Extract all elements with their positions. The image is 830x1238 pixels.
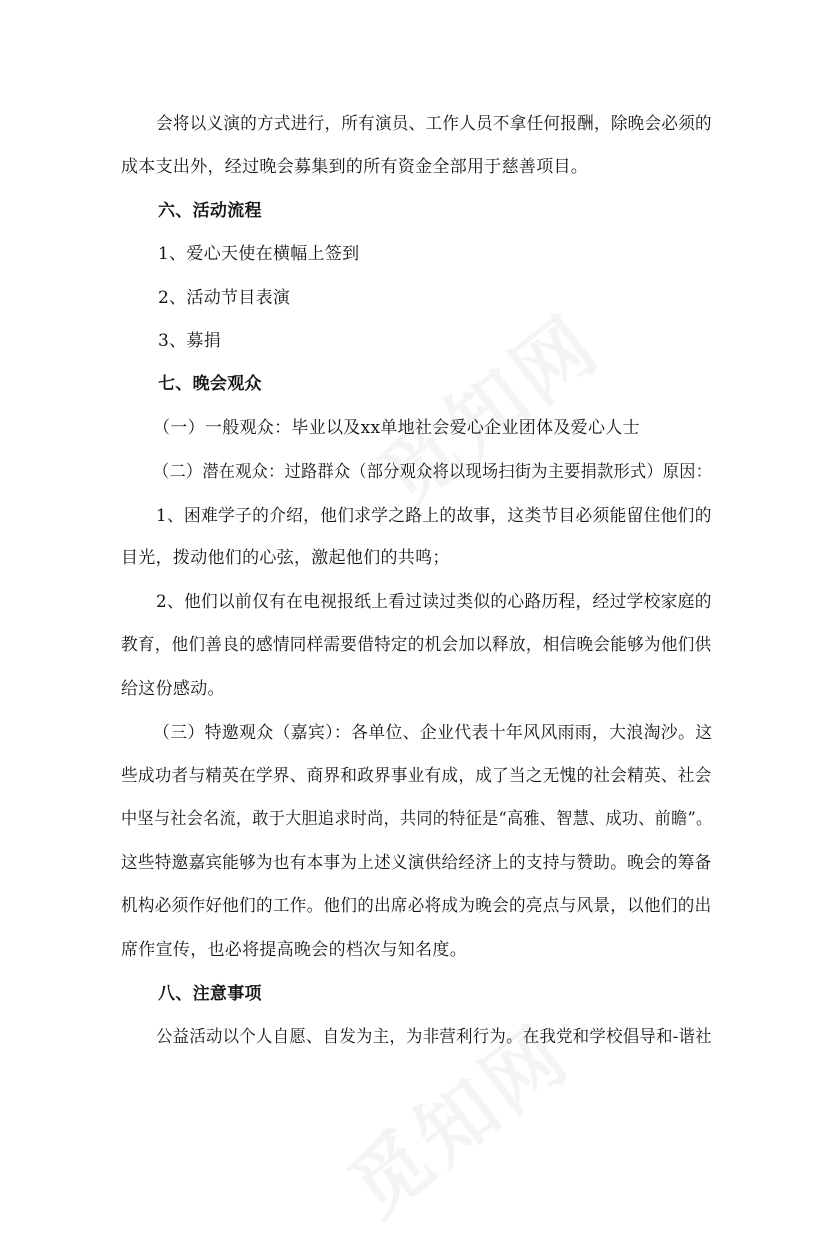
list-item: 1、爱心天使在横幅上签到 [158,244,360,264]
paragraph-line: 目光，拨动他们的心弦，激起他们的共鸣； [121,548,450,568]
list-item: 2、活动节目表演 [158,288,291,308]
paragraph-line: 教育，他们善良的感情同样需要借特定的机会加以释放，相信晚会能够为他们供 [121,635,712,655]
paragraph-line: 给这份感动。 [121,679,225,699]
paragraph-line: 席作宣传，也必将提高晚会的档次与知名度。 [121,940,467,960]
paragraph-line: 些成功者与精英在学界、商界和政界事业有成，成了当之无愧的社会精英、社会 [121,766,712,786]
paragraph-line: 机构必须作好他们的工作。他们的出席必将成为晚会的亮点与风景，以他们的出 [121,896,712,916]
list-item: 3、募捐 [158,331,222,351]
paragraph-line: 这些特邀嘉宾能够为也有本事为上述义演供给经济上的支持与赞助。晚会的筹备 [121,853,712,873]
paragraph-line: 公益活动以个人自愿、自发为主，为非营利行为。在我党和学校倡导和-谐社 [156,1027,712,1047]
paragraph-line: 成本支出外，经过晚会募集到的所有资金全部用于慈善项目。 [121,157,589,177]
paragraph-line: 中坚与社会名流，敢于大胆追求时尚，共同的特征是“高雅、智慧、成功、前瞻”。 [121,809,713,829]
section-heading: 七、晚会观众 [158,374,262,394]
paragraph-line: （一）一般观众：毕业以及xx单地社会爱心企业团体及爱心人士 [153,418,640,438]
paragraph-line: 2、他们以前仅有在电视报纸上看过读过类似的心路历程，经过学校家庭的 [156,592,712,612]
paragraph-line: 会将以义演的方式进行，所有演员、工作人员不拿任何报酬，除晚会必须的 [156,114,712,134]
watermark [352,284,620,527]
section-heading: 八、注意事项 [158,984,262,1004]
paragraph-line: （二）潜在观众：过路群众（部分观众将以现场扫街为主要捐款形式）原因： [153,462,713,482]
paragraph-line: 1、困难学子的介绍，他们求学之路上的故事，这类节目必须能留住他们的 [156,506,712,526]
section-heading: 六、活动流程 [158,201,262,221]
paragraph-line: （三）特邀观众（嘉宾）：各单位、企业代表十年风风雨雨，大浪淘沙。这 [153,723,713,743]
